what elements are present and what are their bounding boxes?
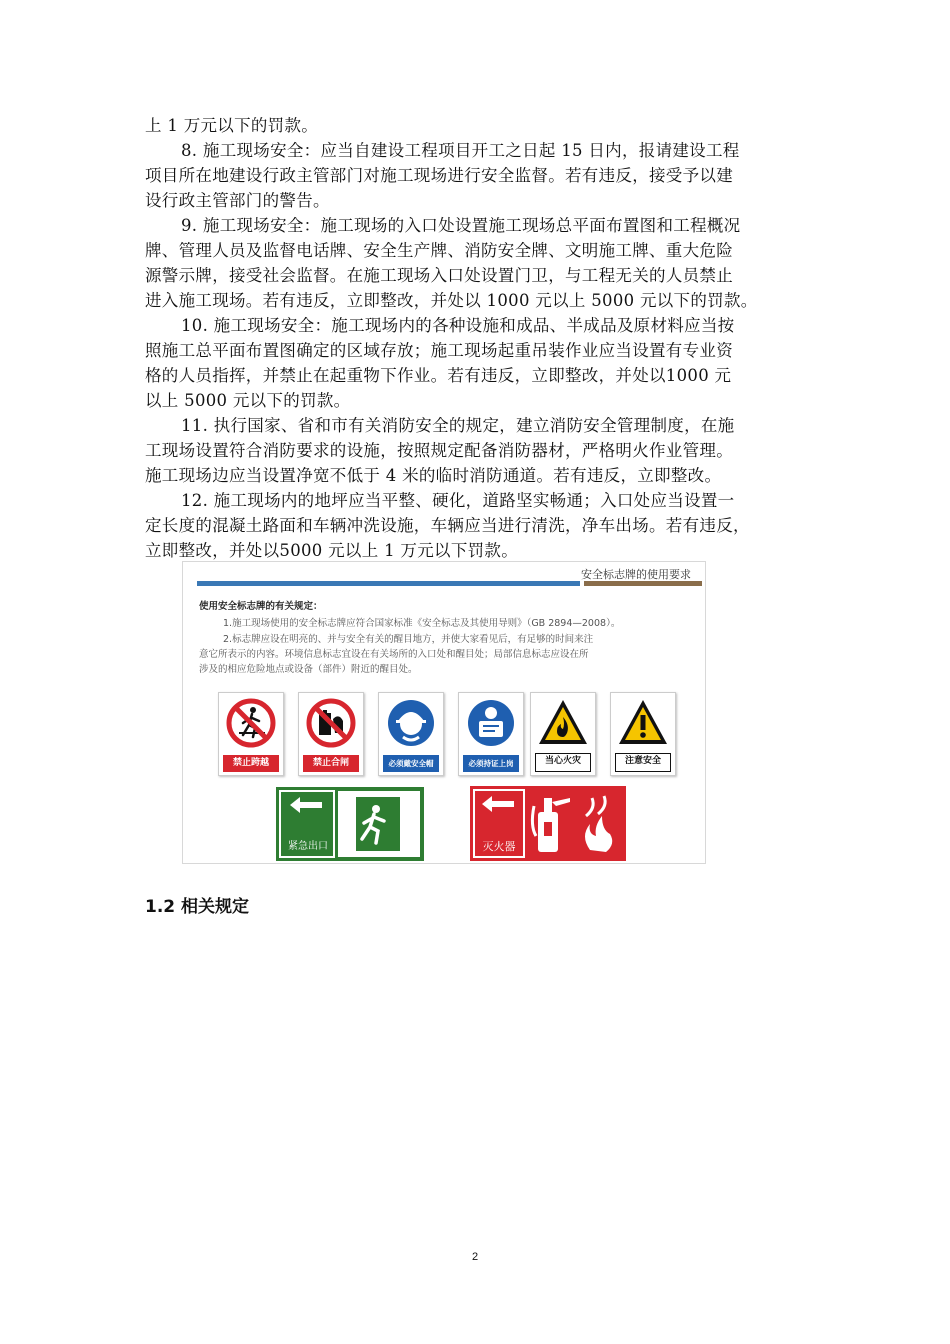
rule-line: 2.标志牌应设在明亮的、并与安全有关的醒目地方，并使大家看见后，有足够的时间来注	[223, 634, 594, 645]
title-bar-brown	[584, 581, 702, 586]
fire-extinguisher-sign	[470, 786, 626, 861]
text-line: 设行政主管部门的警告。	[145, 191, 330, 210]
paragraph-11	[145, 413, 807, 488]
paragraph-8	[145, 138, 807, 213]
no-switch-on-icon	[305, 697, 357, 749]
figure-rule-2	[199, 632, 693, 677]
sign-no-crossing	[218, 692, 284, 776]
text-line: 施工现场边应当设置净宽不低于 4 米的临时消防通道。若有违反，立即整改。	[145, 466, 722, 485]
text-line: 进入施工现场。若有违反，立即整改，并处以 1000 元以上 5000 元以下的罚款。	[145, 291, 758, 310]
page-number: 2	[471, 1251, 479, 1263]
text-line: 11. 执行国家、省和市有关消防安全的规定，建立消防安全管理制度，在施	[181, 416, 735, 435]
sign-label: 禁止合闸	[303, 755, 359, 772]
certificate-icon	[465, 697, 517, 749]
paragraph-10	[145, 313, 807, 413]
hard-hat-icon	[385, 697, 437, 749]
rule-line: 意它所表示的内容。环境信息标志宜设在有关场所的入口处和醒目处；局部信息标志应设在所	[199, 649, 589, 660]
emergency-exit-sign	[276, 787, 424, 861]
sign-label: 必须戴安全帽	[383, 755, 439, 772]
sign-no-switch-on	[298, 692, 364, 776]
figure-title: 安全标志牌的使用要求	[581, 568, 691, 581]
text-line: 项目所在地建设行政主管部门对施工现场进行安全监督。若有违反，接受予以建	[145, 166, 733, 185]
text-line: 牌、管理人员及监督电话牌、安全生产牌、消防安全牌、文明施工牌、重大危险	[145, 241, 733, 260]
text-line: 8. 施工现场安全：应当自建设工程项目开工之日起 15 日内，报请建设工程	[181, 141, 740, 160]
sign-label: 必须持证上岗	[463, 755, 519, 772]
sign-hard-hat	[378, 692, 444, 776]
text-line: 上 1 万元以下的罚款。	[145, 116, 319, 135]
title-bar-blue	[197, 581, 580, 586]
figure-rule-1: 1.施工现场使用的安全标志牌应符合国家标准《安全标志及其使用导则》（GB 2894—2008）。	[223, 618, 621, 629]
exclamation-warning-icon	[617, 697, 669, 749]
figure-heading: 使用安全标志牌的有关规定：	[199, 601, 323, 612]
text-line: 定长度的混凝土路面和车辆冲洗设施，车辆应当进行清洗，净车出场。若有违反，	[145, 516, 750, 535]
exit-label: 紧急出口	[288, 841, 328, 852]
text-line: 源警示牌，接受社会监督。在施工现场入口处设置门卫，与工程无关的人员禁止	[145, 266, 733, 285]
text-line: 以上 5000 元以下的罚款。	[145, 391, 351, 410]
text-line: 10. 施工现场安全：施工现场内的各种设施和成品、半成品及原材料应当按	[181, 316, 735, 335]
fire-warning-icon	[537, 697, 589, 749]
text-line: 12. 施工现场内的地坪应当平整、硬化，道路坚实畅通；入口处应当设置一	[181, 491, 735, 510]
sign-label: 注意安全	[615, 753, 671, 772]
paragraph-7-tail	[145, 113, 807, 138]
text-line: 格的人员指挥，并禁止在起重物下作业。若有违反，立即整改，并处以1000 元	[145, 366, 732, 385]
text-line: 照施工总平面布置图确定的区域存放；施工现场起重吊装作业应当设置有专业资	[145, 341, 733, 360]
section-heading: 1.2 相关规定	[145, 897, 250, 917]
paragraph-12	[145, 488, 807, 563]
paragraph-9	[145, 213, 807, 313]
safety-sign-figure	[182, 561, 706, 864]
no-crossing-icon	[225, 697, 277, 749]
text-line: 9. 施工现场安全：施工现场的入口处设置施工现场总平面布置图和工程概况	[181, 216, 741, 235]
text-line: 工现场设置符合消防要求的设施，按照规定配备消防器材，严格明火作业管理。	[145, 441, 733, 460]
sign-label: 当心火灾	[535, 753, 591, 772]
sign-caution	[610, 692, 676, 776]
extinguisher-label: 灭火器	[482, 840, 516, 853]
sign-label: 禁止跨越	[223, 755, 279, 772]
sign-fire-warning	[530, 692, 596, 776]
sign-certificate	[458, 692, 524, 776]
rule-line: 涉及的相应危险地点或设备（部件）附近的醒目处。	[199, 664, 418, 675]
text-line: 立即整改，并处以5000 元以上 1 万元以下罚款。	[145, 541, 519, 560]
